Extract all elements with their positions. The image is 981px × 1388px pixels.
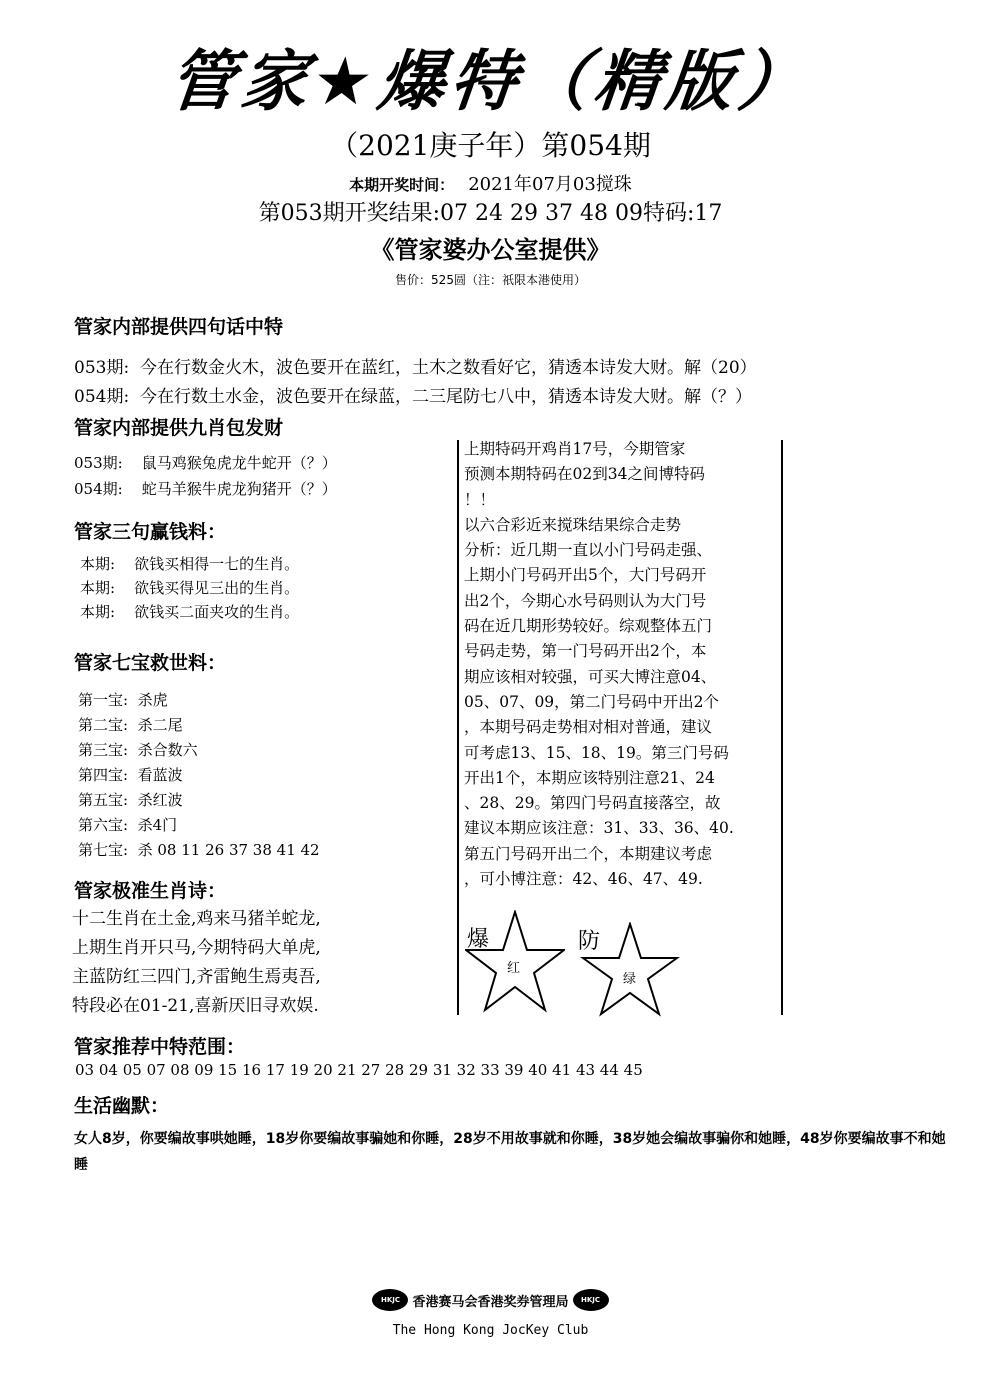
four-line-row bbox=[74, 382, 752, 407]
previous-result: 第053期开奖结果:07 24 29 37 48 09特码:17 bbox=[258, 201, 723, 226]
seven-treasure-heading: 管家七宝救世料： bbox=[74, 652, 227, 674]
analysis-line: 以六合彩近来搅珠结果综合走势 bbox=[464, 515, 682, 534]
analysis-line: 第五门号码开出二个，本期建议考虑 bbox=[464, 844, 713, 863]
treasure-row bbox=[78, 788, 320, 813]
treasure-row bbox=[78, 838, 320, 863]
row-label: 本期: bbox=[80, 579, 116, 597]
four-line-heading: 管家内部提供四句话中特 bbox=[74, 316, 284, 338]
treasure-row bbox=[78, 688, 320, 713]
analysis-line: 期应该相对较强，可买大博注意04、 bbox=[464, 667, 717, 686]
humor-heading: 生活幽默： bbox=[74, 1095, 170, 1117]
row-label: 第一宝: bbox=[78, 691, 129, 709]
provider-line: 《管家婆办公室提供》 bbox=[370, 235, 611, 264]
row-text: 欲钱买二面夹攻的生肖。 bbox=[134, 603, 300, 621]
analysis-line: 、28、29。第四门号码直接落空，故 bbox=[464, 794, 721, 813]
analysis-line: 号码走势，第一门号码开出2个，本 bbox=[464, 642, 707, 661]
nine-zodiac-heading: 管家内部提供九肖包发财 bbox=[74, 417, 284, 439]
analysis-line: 开出1个，本期应该特别注意21、24 bbox=[464, 768, 715, 787]
analysis-line: 码在近几期形势较好。综观整体五门 bbox=[464, 617, 713, 636]
analysis-line: ！！ bbox=[464, 490, 496, 509]
draw-time-label: 本期开奖时间： bbox=[349, 176, 455, 194]
period-label: 054期: bbox=[74, 387, 130, 407]
org-name-cn: 香港赛马会香港奖券管理局 bbox=[412, 1294, 569, 1310]
treasure-row bbox=[78, 738, 320, 763]
humor-text: 女人8岁，你要编故事哄她睡，18岁你要编故事骗她和你睡，28岁不用故事就和你睡，38岁她会编故事骗你和她睡，48岁你要编故事不和她睡 bbox=[74, 1131, 946, 1173]
period-label: 053期: bbox=[74, 454, 123, 472]
analysis-line: 分析：近几期一直以小门号码走强、 bbox=[464, 541, 713, 560]
draw-time bbox=[0, 170, 981, 196]
analysis-line: ，本期号码走势相对相对普通，建议 bbox=[464, 718, 713, 737]
period-label: 053期: bbox=[74, 358, 130, 378]
row-label: 第七宝: bbox=[78, 841, 129, 859]
issue-number: （2021庚子年）第054期 bbox=[330, 129, 651, 162]
row-text: 欲钱买得见三出的生肖。 bbox=[134, 579, 300, 597]
row-text: 看蓝波 bbox=[137, 766, 183, 784]
row-text: 杀4门 bbox=[137, 816, 178, 834]
row-label: 本期: bbox=[80, 603, 116, 621]
star-label: 防 bbox=[578, 929, 601, 954]
three-line-heading: 管家三句赢钱料： bbox=[74, 521, 227, 543]
three-line-row bbox=[80, 553, 299, 574]
row-text: 杀 08 11 26 37 38 41 42 bbox=[137, 841, 320, 859]
row-label: 第三宝: bbox=[78, 741, 129, 759]
analysis-line: 上期小门号码开出5个，大门号码开 bbox=[464, 566, 707, 585]
org-name-en: The Hong Kong JocKey Club bbox=[392, 1323, 589, 1338]
row-text: 杀二尾 bbox=[137, 716, 183, 734]
seven-treasure-list bbox=[78, 688, 320, 863]
analysis-line: 建议本期应该注意：31、33、36、40. bbox=[464, 819, 734, 838]
treasure-row bbox=[78, 813, 320, 838]
three-line-row bbox=[80, 601, 299, 622]
analysis-line: ，可小博注意：42、46、47、49. bbox=[464, 870, 703, 889]
star-text: 绿 bbox=[623, 972, 637, 987]
star-label: 爆 bbox=[467, 927, 490, 952]
analysis-text bbox=[464, 437, 776, 892]
hkjc-logo-icon: HKJC bbox=[372, 1289, 408, 1311]
row-label: 第二宝: bbox=[78, 716, 129, 734]
footer-org bbox=[0, 1285, 981, 1315]
three-line-row bbox=[80, 577, 299, 598]
row-text: 今在行数金火木，波色要开在蓝红，土木之数看好它，猜透本诗发大财。解（20） bbox=[140, 358, 757, 378]
row-text: 杀合数六 bbox=[137, 741, 198, 759]
nine-zodiac-row bbox=[74, 478, 337, 499]
row-label: 第四宝: bbox=[78, 766, 129, 784]
poem-line: 十二生肖在土金,鸡来马猪羊蛇龙, bbox=[72, 909, 321, 929]
row-label: 第六宝: bbox=[78, 816, 129, 834]
four-line-row bbox=[74, 353, 757, 378]
poem-line: 主蓝防红三四门,齐雷鲍生焉夷吾, bbox=[72, 967, 321, 987]
row-text: 杀红波 bbox=[137, 791, 183, 809]
page-title: 管家★爆特（精版） bbox=[165, 43, 815, 120]
row-text: 今在行数土水金，波色要开在绿蓝，二三尾防七八中，猜透本诗发大财。解（？） bbox=[140, 387, 752, 407]
analysis-line: 可考虑13、15、18、19。第三门号码 bbox=[464, 743, 729, 762]
hkjc-logo-icon: HKJC bbox=[573, 1289, 609, 1311]
analysis-line: 预测本期特码在02到34之间博特码 bbox=[464, 465, 705, 484]
analysis-line: 上期特码开鸡肖17号，今期管家 bbox=[464, 440, 686, 458]
draw-time-value: 2021年07月03搅珠 bbox=[468, 174, 632, 195]
row-text: 鼠马鸡猴兔虎龙牛蛇开（？） bbox=[141, 454, 337, 472]
row-text: 蛇马羊猴牛虎龙狗猪开（？） bbox=[141, 480, 337, 498]
nine-zodiac-row bbox=[74, 452, 337, 473]
number-range-heading: 管家推荐中特范围： bbox=[74, 1036, 246, 1058]
row-label: 本期: bbox=[80, 555, 116, 573]
period-label: 054期: bbox=[74, 480, 123, 498]
poem-line: 上期生肖开只马,今期特码大单虎, bbox=[72, 938, 321, 958]
zodiac-poem bbox=[72, 905, 321, 1021]
analysis-line: 05、07、09，第二门号码中开出2个 bbox=[464, 692, 720, 711]
row-text: 欲钱买相得一七的生肖。 bbox=[134, 555, 300, 573]
zodiac-poem-heading: 管家极准生肖诗： bbox=[74, 880, 227, 902]
row-label: 第五宝: bbox=[78, 791, 129, 809]
price-note: 售价：525圆（注：祇限本港使用） bbox=[395, 273, 586, 287]
analysis-line: 出2个，今期心水号码则认为大门号 bbox=[464, 591, 707, 610]
treasure-row bbox=[78, 713, 320, 738]
star-text: 红 bbox=[507, 961, 521, 976]
number-range: 03 04 05 07 08 09 15 16 17 19 20 21 27 28 29 31 32 33 39 40 41 43 44 45 bbox=[75, 1061, 643, 1079]
poem-line: 特段必在01-21,喜新厌旧寻欢娱. bbox=[72, 996, 319, 1016]
treasure-row bbox=[78, 763, 320, 788]
row-text: 杀虎 bbox=[137, 691, 168, 709]
